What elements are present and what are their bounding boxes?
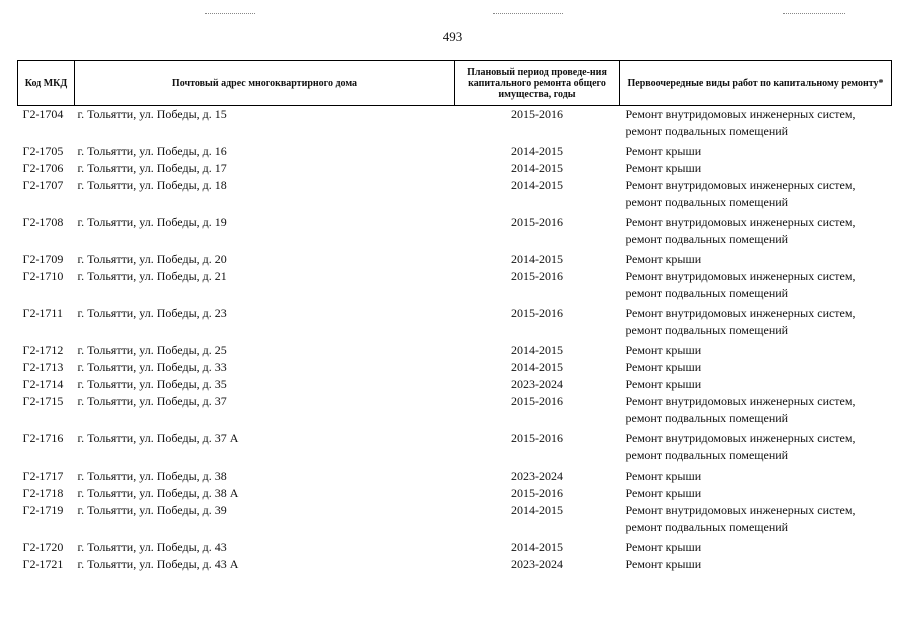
row-address: г. Тольятти, ул. Победы, д. 43 [77, 540, 227, 554]
row-work: Ремонт внутридомовых инженерных систем, ремонт подвальных помещений [625, 431, 856, 462]
row-code: Г2-1714 [22, 377, 64, 391]
table-row [18, 177, 892, 214]
row-code: Г2-1721 [22, 557, 64, 571]
header-work: Первоочередные виды работ по капитальному ремонту* [620, 61, 892, 106]
row-period: 2014-2015 [511, 343, 563, 357]
row-work: Ремонт внутридомовых инженерных систем, ремонт подвальных помещений [625, 269, 856, 300]
table-row [18, 251, 892, 268]
row-address: г. Тольятти, ул. Победы, д. 37 А [77, 431, 239, 445]
table-header-row [18, 61, 892, 106]
table-row [18, 556, 892, 573]
table-row [18, 485, 892, 502]
row-period: 2015-2016 [511, 306, 563, 320]
page-number: 493 [442, 29, 463, 44]
row-address: г. Тольятти, ул. Победы, д. 19 [77, 215, 227, 229]
row-work: Ремонт внутридомовых инженерных систем, ремонт подвальных помещений [625, 306, 856, 337]
table-row [18, 342, 892, 359]
row-work: Ремонт внутридомовых инженерных систем, ремонт подвальных помещений [625, 394, 856, 425]
row-code: Г2-1718 [22, 486, 64, 500]
row-work: Ремонт крыши [625, 144, 702, 158]
row-period: 2014-2015 [511, 503, 563, 517]
row-code: Г2-1709 [22, 252, 64, 266]
row-work: Ремонт крыши [625, 540, 702, 554]
row-address: г. Тольятти, ул. Победы, д. 15 [77, 107, 227, 121]
row-period: 2023-2024 [511, 377, 563, 391]
table-row [18, 305, 892, 342]
row-period: 2015-2016 [511, 431, 563, 445]
row-work: Ремонт внутридомовых инженерных систем, ремонт подвальных помещений [625, 178, 856, 209]
row-work: Ремонт внутридомовых инженерных систем, ремонт подвальных помещений [625, 503, 856, 534]
table-row [18, 359, 892, 376]
row-code: Г2-1705 [22, 144, 64, 158]
capital-repair-table [17, 60, 892, 573]
row-period: 2014-2015 [511, 178, 563, 192]
table-row [18, 268, 892, 305]
row-code: Г2-1708 [22, 215, 64, 229]
row-period: 2014-2015 [511, 161, 563, 175]
table-row [18, 106, 892, 144]
row-address: г. Тольятти, ул. Победы, д. 21 [77, 269, 227, 283]
row-code: Г2-1715 [22, 394, 64, 408]
row-address: г. Тольятти, ул. Победы, д. 23 [77, 306, 227, 320]
row-code: Г2-1719 [22, 503, 64, 517]
row-code: Г2-1720 [22, 540, 64, 554]
row-work: Ремонт крыши [625, 360, 702, 374]
row-address: г. Тольятти, ул. Победы, д. 43 А [77, 557, 239, 571]
row-period: 2015-2016 [511, 107, 563, 121]
row-work: Ремонт крыши [625, 469, 702, 483]
row-address: г. Тольятти, ул. Победы, д. 38 [77, 469, 227, 483]
header-address: Почтовый адрес многоквартирного дома [75, 61, 455, 106]
row-address: г. Тольятти, ул. Победы, д. 33 [77, 360, 227, 374]
row-period: 2015-2016 [511, 269, 563, 283]
row-code: Г2-1706 [22, 161, 64, 175]
row-period: 2014-2015 [511, 540, 563, 554]
row-code: Г2-1710 [22, 269, 64, 283]
row-address: г. Тольятти, ул. Победы, д. 20 [77, 252, 227, 266]
table-row [18, 539, 892, 556]
header-code: Код МКД [18, 61, 75, 106]
row-period: 2015-2016 [511, 394, 563, 408]
row-period: 2023-2024 [511, 557, 563, 571]
row-code: Г2-1704 [22, 107, 64, 121]
table-row [18, 214, 892, 251]
row-period: 2015-2016 [511, 215, 563, 229]
row-work: Ремонт крыши [625, 252, 702, 266]
row-code: Г2-1716 [22, 431, 64, 445]
row-code: Г2-1711 [22, 306, 63, 320]
header-period: Плановый период проведе-ния капитального ремонта общего имущества, годы [455, 61, 620, 106]
row-period: 2014-2015 [511, 360, 563, 374]
row-code: Г2-1717 [22, 469, 64, 483]
row-period: 2015-2016 [511, 486, 563, 500]
row-work: Ремонт крыши [625, 161, 702, 175]
row-work: Ремонт крыши [625, 343, 702, 357]
scan-artifact [493, 13, 563, 14]
table-row [18, 393, 892, 430]
row-work: Ремонт внутридомовых инженерных систем, ремонт подвальных помещений [625, 215, 856, 246]
row-address: г. Тольятти, ул. Победы, д. 37 [77, 394, 227, 408]
row-period: 2014-2015 [511, 144, 563, 158]
row-address: г. Тольятти, ул. Победы, д. 16 [77, 144, 227, 158]
row-work: Ремонт крыши [625, 557, 702, 571]
row-code: Г2-1713 [22, 360, 64, 374]
row-code: Г2-1712 [22, 343, 64, 357]
row-code: Г2-1707 [22, 178, 64, 192]
table-row [18, 430, 892, 468]
table-row [18, 376, 892, 393]
row-work: Ремонт внутридомовых инженерных систем, ремонт подвальных помещений [625, 107, 856, 138]
row-work: Ремонт крыши [625, 486, 702, 500]
row-period: 2014-2015 [511, 252, 563, 266]
row-address: г. Тольятти, ул. Победы, д. 38 А [77, 486, 239, 500]
table-row [18, 143, 892, 160]
row-address: г. Тольятти, ул. Победы, д. 25 [77, 343, 227, 357]
table-row [18, 468, 892, 485]
scan-artifact [783, 13, 845, 14]
row-period: 2023-2024 [511, 469, 563, 483]
row-address: г. Тольятти, ул. Победы, д. 17 [77, 161, 227, 175]
row-address: г. Тольятти, ул. Победы, д. 18 [77, 178, 227, 192]
scan-artifact [205, 13, 255, 14]
table-row [18, 160, 892, 177]
table-row [18, 502, 892, 539]
row-address: г. Тольятти, ул. Победы, д. 35 [77, 377, 227, 391]
row-work: Ремонт крыши [625, 377, 702, 391]
row-address: г. Тольятти, ул. Победы, д. 39 [77, 503, 227, 517]
